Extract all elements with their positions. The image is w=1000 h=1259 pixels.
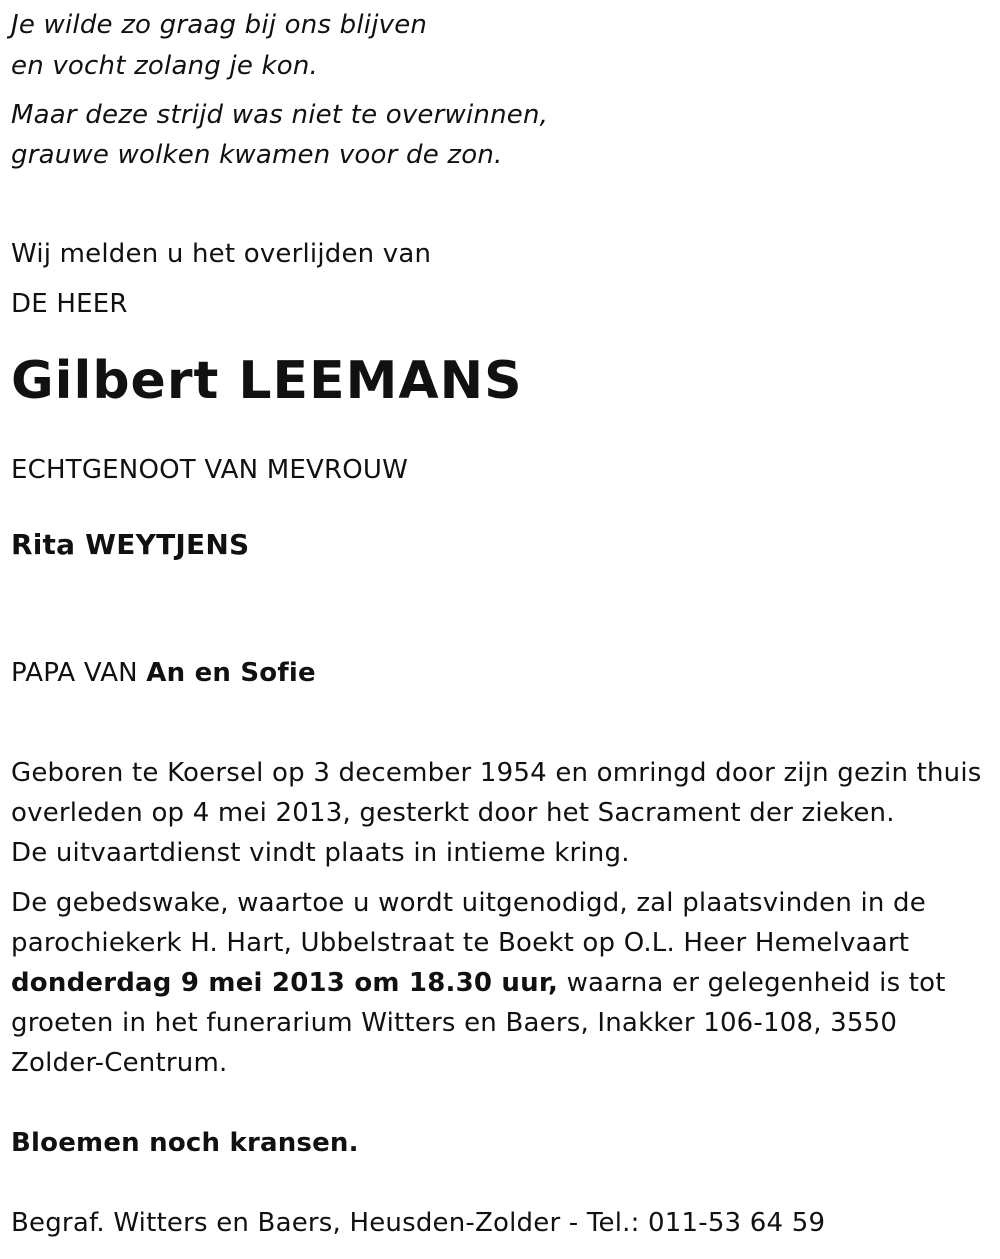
children-line xyxy=(11,657,316,689)
flowers-note: Bloemen noch kransen. xyxy=(11,1128,359,1158)
wake-line-3-rest: waarna er gelegenheid is tot xyxy=(558,968,946,998)
poem-line-3: Maar deze strijd was niet te overwinnen, xyxy=(11,100,549,130)
birth-line-1: Geboren te Koersel op 3 december 1954 en omringd door zijn gezin thuis xyxy=(11,758,982,788)
wake-line-5: Zolder-Centrum. xyxy=(11,1048,228,1078)
wake-line-4: groeten in het funerarium Witters en Baers, Inakker 106-108, 3550 xyxy=(11,1008,898,1038)
poem-line-2: en vocht zolang je kon. xyxy=(11,51,319,81)
funeral-line: De uitvaartdienst vindt plaats in intieme kring. xyxy=(11,838,630,868)
wake-line-2: parochiekerk H. Hart, Ubbelstraat te Boekt op O.L. Heer Hemelvaart xyxy=(11,928,910,958)
birth-line-2: overleden op 4 mei 2013, gesterkt door het Sacrament der zieken. xyxy=(11,798,895,828)
honorific: DE HEER xyxy=(11,289,128,319)
children-names: An en Sofie xyxy=(146,658,316,688)
intro-text: Wij melden u het overlijden van xyxy=(11,239,432,269)
deceased-name: Gilbert LEEMANS xyxy=(11,351,523,411)
wake-line-3 xyxy=(11,967,946,999)
children-label: PAPA VAN xyxy=(11,658,138,688)
poem-line-4: grauwe wolken kwamen voor de zon. xyxy=(11,140,503,170)
spouse-label: ECHTGENOOT VAN MEVROUW xyxy=(11,455,409,485)
spouse-name: Rita WEYTJENS xyxy=(11,528,250,561)
undertaker-footer: Begraf. Witters en Baers, Heusden-Zolder - Tel.: 011-53 64 59 xyxy=(11,1208,826,1238)
poem-line-1: Je wilde zo graag bij ons blijven xyxy=(11,10,428,40)
wake-line-1: De gebedswake, waartoe u wordt uitgenodigd, zal plaatsvinden in de xyxy=(11,888,926,918)
wake-date: donderdag 9 mei 2013 om 18.30 uur, xyxy=(11,968,559,998)
